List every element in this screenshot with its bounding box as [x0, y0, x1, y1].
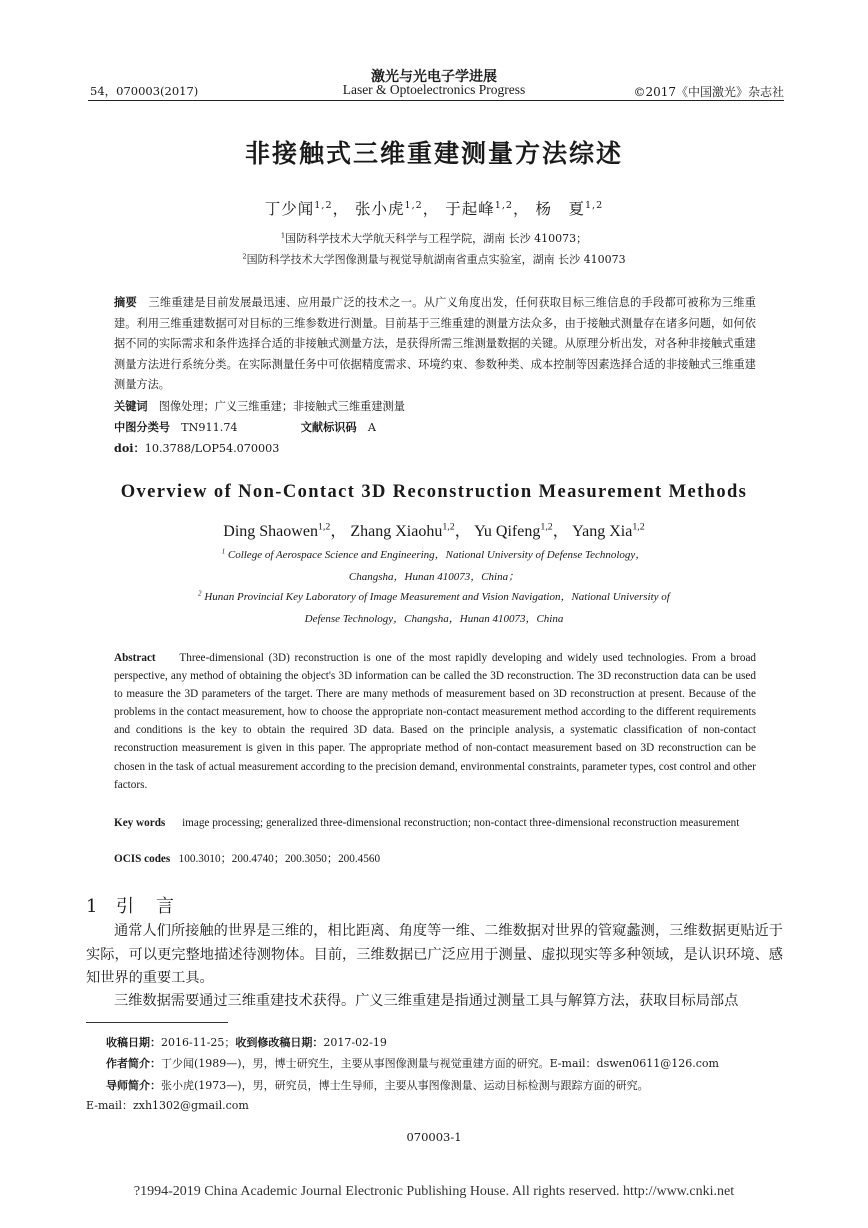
revised-label: 收到修改稿日期：: [235, 1036, 324, 1049]
advisor-bio: 张小虎(1973—)，男，研究员，博士生导师，主要从事图像测量、运动目标检测与跟踪方面的研究。: [161, 1079, 649, 1092]
affiliation-text: Hunan Provincial Key Laboratory of Image Measurement and Vision Navigation，National University of: [204, 591, 670, 603]
author-aff-cn: 1,2: [494, 199, 513, 211]
author-aff-en: 1,2: [632, 521, 645, 533]
ocis-label: OCIS codes: [114, 853, 171, 865]
received-label: 收稿日期：: [106, 1036, 161, 1049]
affiliation-cn: [0, 230, 868, 246]
received-date: 2016-11-25；: [161, 1036, 236, 1049]
abstract-text-en: Three-dimensional (3D) reconstruction is one of the most rapidly developing and widely used technologies. From a broad perspective, any method of obtaining the object's 3D information can be called the 3D reconstruction. The 3D reconstruction data can be used to measure the 3D parameters of the target. There are many methods of measurement based on 3D reconstruction at present. Because of the problems in the contact measurement, how to choose the appropriate non-contact measurement method according to the different requirements and conditions is the key to obtain the required 3D data. Based on the principle analysis, a systematic classification of non-contact reconstruction measurement is given in this paper. The appropriate method of non-contact measurement based on 3D reconstruction can be chosen in the task of actual measurement according to the precision demand, environmental constraints, parameter types, cost control and other factors.: [114, 652, 756, 791]
affiliation-text: 国防科学技术大学图像测量与视觉导航湖南省重点实验室，湖南 长沙 410073: [246, 253, 626, 266]
journal-title-cn: 激光与光电子学进展: [371, 69, 497, 85]
keywords-en: [114, 814, 756, 832]
keywords-label-cn: 关键词: [114, 399, 148, 413]
footnote-rule: [86, 1022, 228, 1023]
footnote-advisor: [106, 1077, 649, 1093]
affiliation-en: [0, 546, 868, 562]
author-list-en: Ding Shaowen$^{1,2}$， Zhang Xiaohu$^{1,2}$， Yu Qifeng$^{1,2}$， Yang Xia$^{1,2}$: [223, 521, 645, 540]
keywords-text-en: image processing; generalized three-dimensional reconstruction; non-contact three-dimensional reconstruction measurement: [182, 817, 740, 829]
author-aff-cn: 1,2: [584, 199, 604, 211]
abstract-en: [114, 649, 756, 794]
affiliation-num: 2: [242, 252, 247, 261]
advisor-bio-label: 导师简介：: [106, 1079, 161, 1092]
clc-value: TN911.74: [181, 421, 238, 434]
abstract-text-cn: 三维重建是目前发展最迅速、应用最广泛的技术之一。从广义角度出发，任何获取目标三维信息的手段都可被称为三维重建。利用三维重建数据可对目标的三维参数进行测量。目前基于三维重建的测量方法众多，由于接触式测量存在诸多问题，如何依据不同的实际需求和条件选择合适的非接触式测量方法，是获得所需三维测量数据的关键。从原理分析出发，对各种非接触式重建测量方法进行系统分类。在实际测量任务中可依据精度需求、环境约束、参数种类、成本控制等因素选择合适的非接触式三维重建测量方法。: [114, 296, 756, 392]
doc-code-label: 文献标识码: [300, 420, 357, 434]
header-rule: [88, 100, 784, 101]
affiliation-en: [0, 588, 868, 604]
section-heading: [86, 892, 196, 918]
keywords-text-cn: 图像处理；广义三维重建；非接触式三维重建测量: [158, 400, 405, 413]
author-aff-en: 1,2: [540, 521, 553, 533]
keywords-cn: [114, 398, 405, 414]
footnote-author: [106, 1055, 719, 1071]
author-aff-en: 1,2: [317, 521, 331, 533]
body-paragraph: 通常人们所接触的世界是三维的，相比距离、角度等一维、二维数据对世界的管窥蠡测，三维数据更贴近于实际，可以更完整地描述待测物体。目前，三维数据已广泛应用于测量、虚拟现实等多种领域，是认识环境、感知世界的重要工具。: [86, 923, 783, 987]
doc-code-value: A: [367, 421, 376, 434]
page-number: 070003-1: [406, 1130, 462, 1144]
abstract-label-cn: 摘要: [114, 295, 137, 309]
section-title: 引言: [116, 896, 196, 917]
doi-value[interactable]: 10.3788/LOP54.070003: [144, 442, 280, 455]
affiliation-num: 1: [280, 231, 286, 240]
author-aff-cn: 1,2: [314, 199, 333, 211]
section-number: 1: [86, 896, 98, 917]
keywords-label-en: Key words: [114, 817, 166, 829]
affiliation-num: 2: [198, 590, 202, 598]
abstract-label-en: Abstract: [114, 652, 156, 664]
author-cn: 于起峰: [445, 200, 495, 218]
author-aff-cn: 1,2: [404, 199, 423, 211]
doi-label: doi：: [114, 441, 145, 455]
author-en: Ding Shaowen: [223, 523, 318, 540]
ocis-text: 100.3010；200.4740；200.3050；200.4560: [178, 853, 381, 865]
abstract-cn: [114, 292, 756, 396]
author-bio: 丁少闻(1989—)，男，博士研究生，主要从事图像测量与视觉重建方面的研究。E-mail：dswen0611@126.com: [161, 1057, 719, 1070]
journal-title-en: Laser & Optoelectronics Progress: [342, 82, 526, 97]
cnki-footer: ?1994-2019 China Academic Journal Electronic Publishing House. All rights reserved. http://www.cnki.net: [133, 1184, 735, 1199]
clc-label: 中图分类号: [114, 420, 170, 434]
author-cn: 丁少闻: [264, 200, 315, 218]
revised-date: 2017-02-19: [323, 1036, 387, 1049]
footnote-dates: [106, 1034, 387, 1050]
paper-title-en: Overview of Non-Contact 3D Reconstruction Measurement Methods: [120, 482, 748, 502]
affiliation-text: College of Aerospace Science and Engineering，National University of Defense Technology，: [227, 549, 647, 561]
author-en: Yu Qifeng: [474, 523, 541, 540]
author-aff-en: 1,2: [442, 521, 455, 533]
author-en: Zhang Xiaohu: [350, 523, 443, 540]
affiliation-text: 国防科学技术大学航天科学与工程学院，湖南 长沙 410073；: [285, 232, 588, 245]
author-bio-label: 作者简介：: [106, 1057, 161, 1070]
affiliation-num: 1: [221, 548, 226, 556]
doi-line: [114, 440, 279, 456]
ocis-codes: [114, 850, 756, 868]
author-cn: 杨 夏: [535, 200, 585, 218]
author-cn: 张小虎: [355, 200, 405, 218]
advisor-email[interactable]: E-mail：zxh1302@gmail.com: [86, 1099, 249, 1112]
paper-title-cn: 非接触式三维重建测量方法综述: [244, 139, 623, 168]
author-en: Yang Xia: [572, 523, 633, 540]
affiliation-cn: [0, 251, 868, 267]
author-list-cn: 丁少闻$^{1,2}$， 张小虎$^{1,2}$， 于起峰$^{1,2}$， 杨 夏$^{1,2}$: [264, 199, 604, 218]
affiliation-en-cont: Defense Technology，Changsha，Hunan 410073，China: [304, 613, 564, 625]
classification-line: [114, 419, 376, 435]
body-paragraph: 三维数据需要通过三维重建技术获得。广义三维重建是指通过测量工具与解算方法，获取目标局部点: [114, 993, 739, 1009]
volume-info: 54，070003(2017): [90, 84, 199, 98]
copyright: ©2017《中国激光》杂志社: [633, 85, 784, 99]
affiliation-en-cont: Changsha，Hunan 410073，China；: [348, 571, 520, 583]
